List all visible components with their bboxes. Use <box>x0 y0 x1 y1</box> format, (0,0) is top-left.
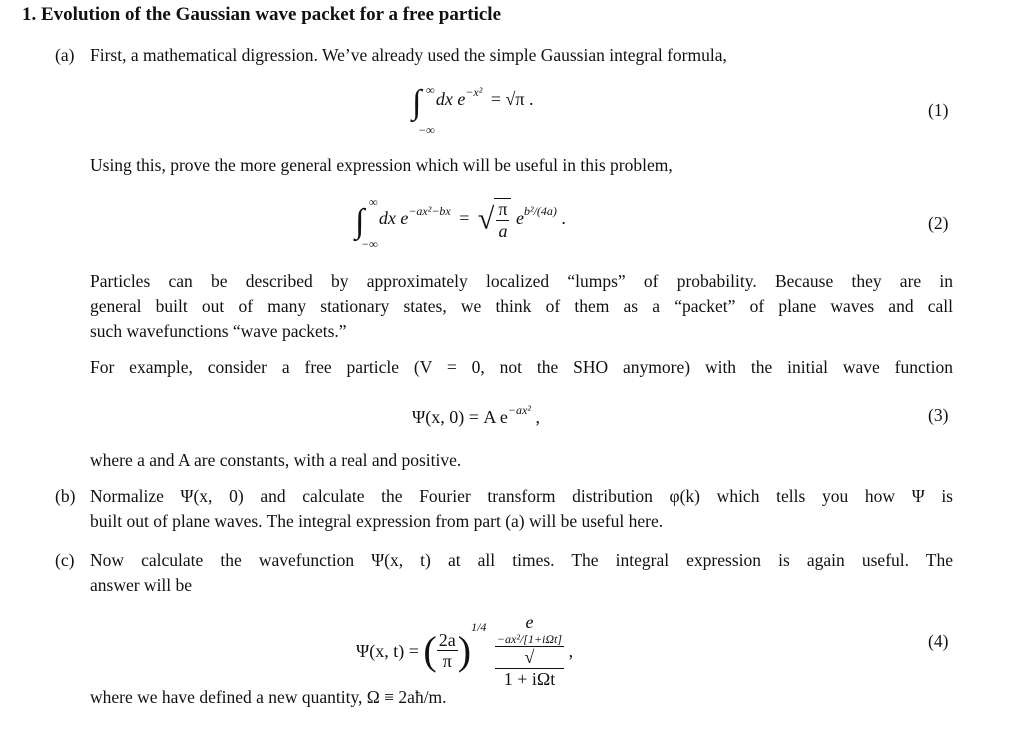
equation-3-number: (3) <box>928 405 949 425</box>
part-a-label: (a) <box>55 45 75 65</box>
part-b-line2: built out of plane waves. The integral expression from part (a) will be useful here. <box>90 511 664 531</box>
equation-1: ∫ ∞ −∞ dx $e^{-x^2} = √\pi$ . <box>412 83 534 137</box>
para2: For example, consider a free particle (V = 0, not the SHO anymore) with the initial wave function <box>90 357 953 377</box>
equation-2: ∫ ∞ −∞ dx $e^{-ax^2-bx}$ = √ $\frac{\pi}{a}$ $e^{b^2/(4a)}$ . <box>355 195 566 251</box>
part-c-line2: answer will be <box>90 575 193 595</box>
equation-3: Ψ(x, 0) = A $e^{-ax^2}$ , <box>412 403 540 427</box>
part-a-line1: First, a mathematical digression. We’ve already used the simple Gaussian integral formula, <box>90 45 727 65</box>
para1-line2: general built out of many stationary states, we think of them as a “packet” of plane waves and call <box>90 296 953 316</box>
problem-title: 1. Evolution of the Gaussian wave packet for a free particle <box>22 4 502 25</box>
part-a-line2: Using this, prove the more general expression which will be useful in this problem, <box>90 155 673 175</box>
part-c-label: (c) <box>55 550 75 570</box>
equation-2-number: (2) <box>928 213 949 233</box>
part-a-line3: where a and A are constants, with a real and positive. <box>90 450 462 470</box>
equation-1-number: (1) <box>928 100 949 120</box>
part-b-line1: Normalize Ψ(x, 0) and calculate the Fourier transform distribution φ(k) which tells you how Ψ is <box>90 486 953 506</box>
para1-line3: such wavefunctions “wave packets.” <box>90 321 347 341</box>
part-c-line1: Now calculate the wavefunction Ψ(x, t) at all times. The integral expression is again useful. The <box>90 550 953 570</box>
part-b-label: (b) <box>55 486 76 506</box>
equation-4: Ψ(x, t) = ( $\frac{2a}{\pi}$ )$^{1/4}$ e −ax²/[1+iΩt] √ 1 + iΩt , <box>356 612 574 690</box>
para1-line1: Particles can be described by approximately localized “lumps” of probability. Because they are in <box>90 271 953 291</box>
equation-4-number: (4) <box>928 631 949 651</box>
part-c-line-end: where we have defined a new quantity, Ω ≡ 2aħ/m. <box>90 687 447 707</box>
